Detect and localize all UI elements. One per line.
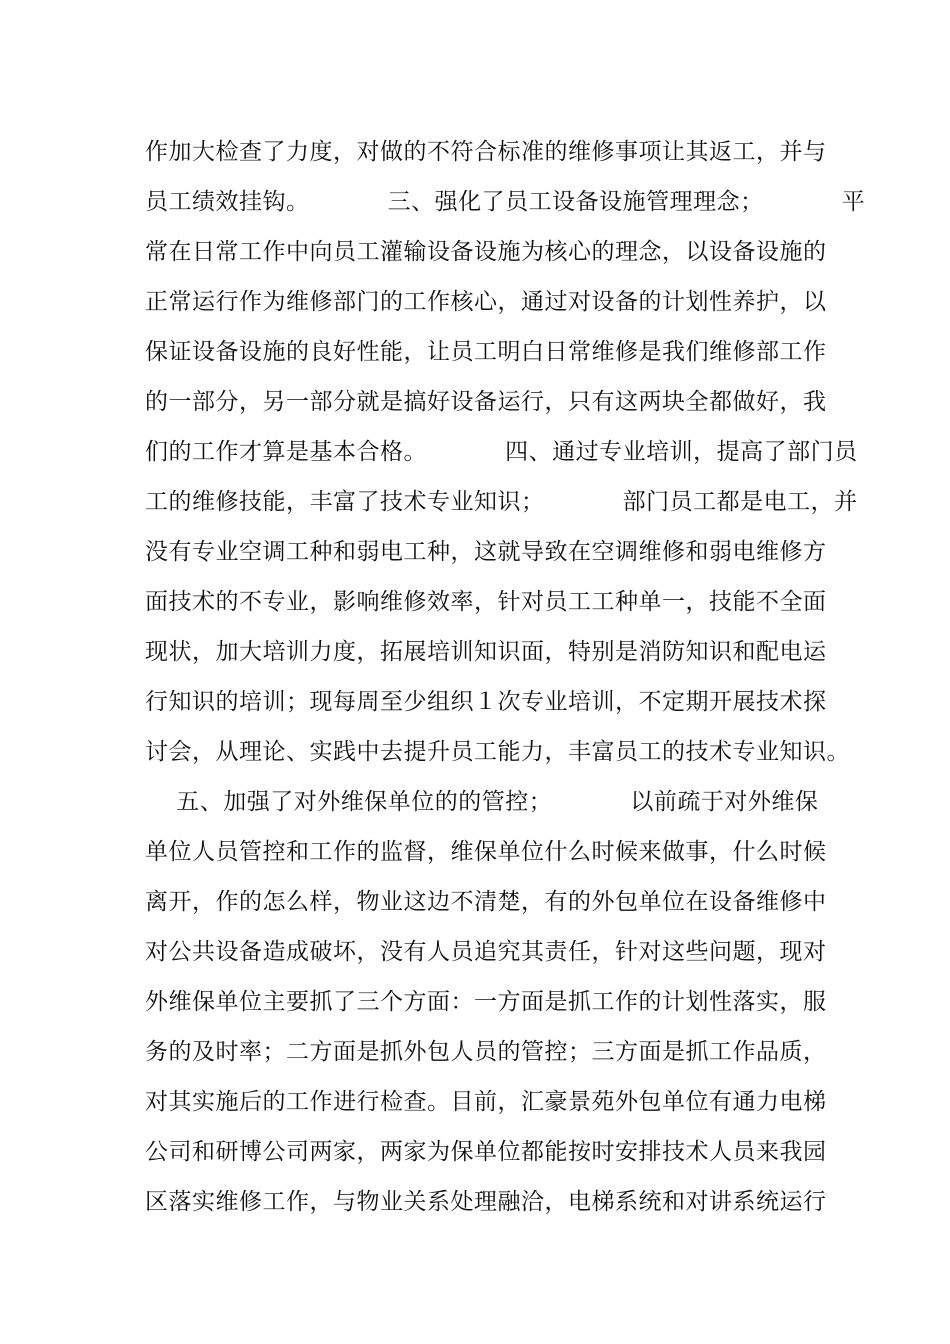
text-line: 讨会，从理论、实践中去提升员工能力，丰富员工的技术专业知识。 [145,739,850,765]
text-line: 常在日常工作中向员工灌输设备设施为核心的理念，以设备设施的 [145,239,827,265]
text-line: 外维保单位主要抓了三个方面：一方面是抓工作的计划性落实，服 [145,989,827,1015]
text-line: 保证设备设施的良好性能，让员工明白日常维修是我们维修部工作 [145,339,827,365]
text-line: 作加大检查了力度，对做的不符合标准的维修事项让其返工，并与 [145,139,827,165]
text-line: 们的工作才算是基本合格。 四、通过专业培训，提高了部门员 [145,439,858,465]
text-line: 公司和研博公司两家，两家为保单位都能按时安排技术人员来我园 [145,1139,827,1165]
text-line: 五、加强了对外维保单位的的管控； 以前疏于对外维保 [145,789,819,815]
text-line: 没有专业空调工种和弱电工种，这就导致在空调维修和弱电维修方 [145,539,827,565]
text-line: 区落实维修工作，与物业关系处理融洽，电梯系统和对讲系统运行 [145,1189,827,1215]
text-line: 正常运行作为维修部门的工作核心，通过对设备的计划性养护，以 [145,289,827,315]
text-line: 面技术的不专业，影响维修效率，针对员工工种单一，技能不全面 [145,589,827,615]
text-line: 的一部分，另一部分就是搞好设备运行，只有这两块全都做好，我 [145,389,827,415]
text-line: 离开，作的怎么样，物业这边不清楚，有的外包单位在设备维修中 [145,889,827,915]
text-line: 员工绩效挂钩。 三、强化了员工设备设施管理理念； 平 [145,189,866,215]
text-line: 工的维修技能，丰富了技术专业知识； 部门员工都是电工，并 [145,489,858,515]
text-line: 行知识的培训；现每周至少组织１次专业培训，不定期开展技术探 [145,689,827,715]
text-line: 对其实施后的工作进行检查。目前，汇豪景苑外包单位有通力电梯 [145,1089,827,1115]
text-line: 单位人员管控和工作的监督，维保单位什么时候来做事，什么时候 [145,839,827,865]
text-line: 对公共设备造成破坏，没有人员追究其责任，针对这些问题，现对 [145,939,827,965]
text-line: 现状，加大培训力度，拓展培训知识面，特别是消防知识和配电运 [145,639,827,665]
text-line: 务的及时率；二方面是抓外包人员的管控；三方面是抓工作品质， [145,1039,827,1065]
